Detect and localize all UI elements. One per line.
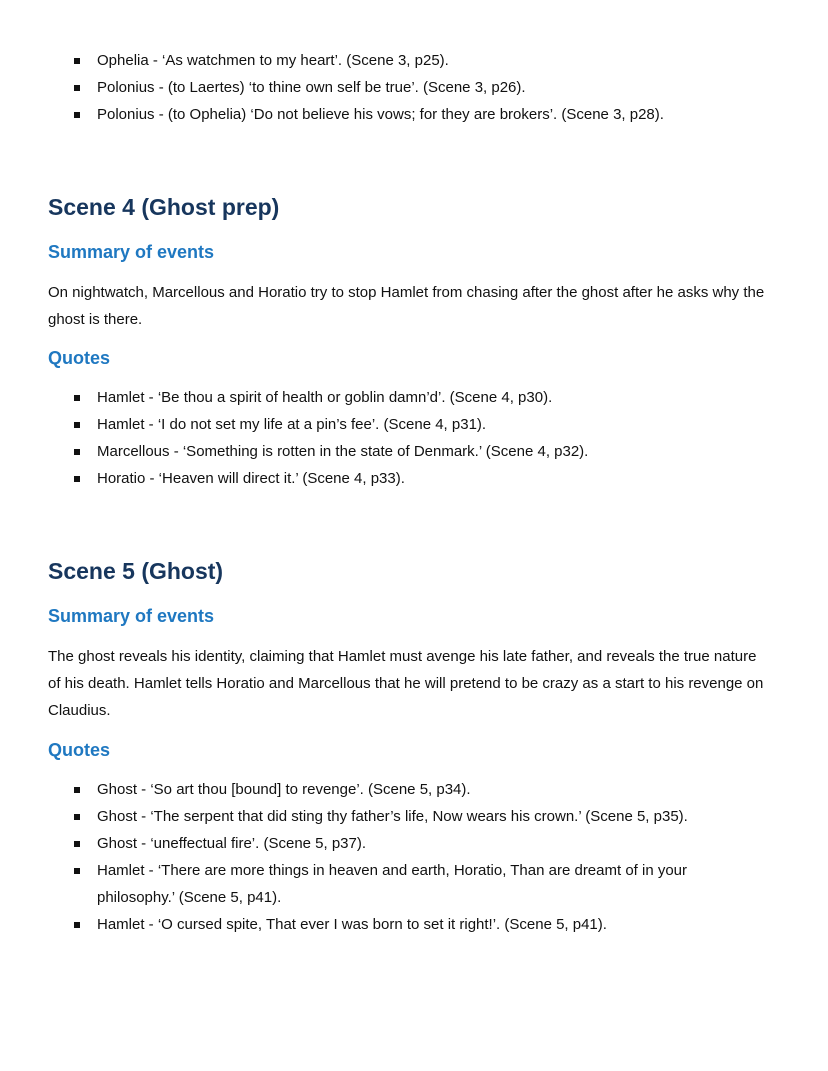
bullet-icon (74, 449, 80, 455)
bullet-icon (74, 476, 80, 482)
bullet-icon (74, 85, 80, 91)
bullet-icon (74, 58, 80, 64)
scene4-summary-heading: Summary of events (48, 242, 215, 262)
list-item (48, 776, 768, 803)
quote-text: Horatio - ‘Heaven will direct it.’ (Scene 4, p33). (97, 470, 405, 487)
bullet-icon (74, 922, 80, 928)
quote-text: Polonius - (to Ophelia) ‘Do not believe his vows; for they are brokers’. (Scene 3, p28). (97, 106, 664, 123)
bullet-icon (74, 841, 80, 847)
scene5-heading: Scene 5 (Ghost) (48, 558, 224, 584)
list-item (48, 411, 768, 438)
quote-text: Ghost - ‘The serpent that did sting thy father’s life, Now wears his crown.’ (Scene 5, p35). (97, 808, 688, 825)
scene4-heading: Scene 4 (Ghost prep) (48, 194, 280, 220)
list-item (48, 830, 768, 857)
list-item (48, 465, 768, 492)
bullet-icon (74, 787, 80, 793)
quote-text: Polonius - (to Laertes) ‘to thine own self be true’. (Scene 3, p26). (97, 79, 526, 96)
bullet-icon (74, 814, 80, 820)
bullet-icon (74, 395, 80, 401)
scene5-quotes-list (48, 776, 768, 938)
list-item (48, 101, 768, 128)
list-item (48, 74, 768, 101)
scene5-summary: The ghost reveals his identity, claiming that Hamlet must avenge his late father, and reveals the true nature of his death. Hamlet tells Horatio and Marcellous that he will pretend to be crazy as a start to his revenge on Claudius. (48, 648, 764, 719)
list-item (48, 911, 768, 938)
list-item (48, 857, 768, 911)
quote-text: Marcellous - ‘Something is rotten in the state of Denmark.’ (Scene 4, p32). (97, 443, 589, 460)
scene4-quotes-list (48, 384, 768, 492)
scene5-quotes-heading: Quotes (48, 740, 111, 760)
quote-text: Hamlet - ‘I do not set my life at a pin’s fee’. (Scene 4, p31). (97, 416, 487, 433)
bullet-icon (74, 422, 80, 428)
scene4-summary: On nightwatch, Marcellous and Horatio try to stop Hamlet from chasing after the ghost after he asks why the ghost is there. (48, 284, 765, 328)
quote-text: Ghost - ‘uneffectual fire’. (Scene 5, p37). (97, 835, 367, 852)
quote-text: Ophelia - ‘As watchmen to my heart’. (Scene 3, p25). (97, 52, 449, 69)
quote-text: Hamlet - ‘There are more things in heaven and earth, Horatio, Than are dreamt of in your philosophy.’ (Scene 5, p41). (97, 862, 688, 906)
list-item (48, 803, 768, 830)
quote-text: Hamlet - ‘O cursed spite, That ever I was born to set it right!’. (Scene 5, p41). (97, 916, 607, 933)
bullet-icon (74, 112, 80, 118)
list-item (48, 384, 768, 411)
scene3-quotes-list (48, 47, 768, 128)
scene4-quotes-heading: Quotes (48, 348, 111, 368)
quote-text: Hamlet - ‘Be thou a spirit of health or goblin damn’d’. (Scene 4, p30). (97, 389, 553, 406)
quote-text: Ghost - ‘So art thou [bound] to revenge’. (Scene 5, p34). (97, 781, 471, 798)
list-item (48, 438, 768, 465)
list-item (48, 47, 768, 74)
scene5-summary-heading: Summary of events (48, 606, 215, 626)
bullet-icon (74, 868, 80, 874)
